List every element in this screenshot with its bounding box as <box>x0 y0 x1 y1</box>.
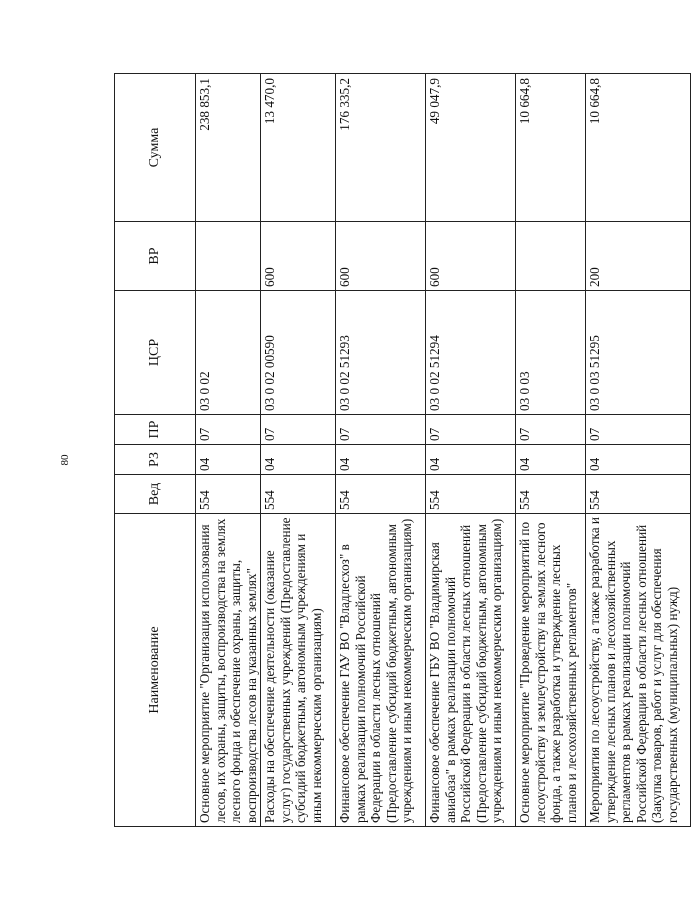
row-ved: 554 <box>516 475 586 514</box>
row-pr: 07 <box>261 415 336 445</box>
row-vr: 600 <box>426 222 516 291</box>
table-row <box>516 74 586 827</box>
row-pr: 07 <box>586 415 691 445</box>
row-sum: 238 853,1 <box>196 74 261 222</box>
row-sum: 10 664,8 <box>516 74 586 222</box>
table-row <box>336 74 426 827</box>
row-vr: 600 <box>336 222 426 291</box>
row-pr: 07 <box>196 415 261 445</box>
row-csr: 03 0 02 00590 <box>261 291 336 415</box>
table-row <box>586 74 691 827</box>
row-ved: 554 <box>426 475 516 514</box>
row-name: Основное мероприятие "Организация использования лесов, их охраны, защиты, воспроизводства на землях лесного фонда и обеспечение охраны, защиты, воспроизводства лесов на указанных землях" <box>196 514 261 827</box>
row-rz: 04 <box>426 445 516 475</box>
row-rz: 04 <box>196 445 261 475</box>
row-sum: 13 470,0 <box>261 74 336 222</box>
row-name: Основное мероприятие "Проведение мероприятий по лесоустройству и землеустройству на землях лесного фонда, а также разработка и утверждение лесных планов и лесохозяйственных регламентов" <box>516 514 586 827</box>
table-row <box>426 74 516 827</box>
row-vr <box>196 222 261 291</box>
table-header-row <box>115 74 196 827</box>
row-sum: 49 047,9 <box>426 74 516 222</box>
header-csr: ЦСР <box>115 291 196 415</box>
row-pr: 07 <box>516 415 586 445</box>
row-csr: 03 0 02 51294 <box>426 291 516 415</box>
header-vr: ВР <box>115 222 196 291</box>
row-csr: 03 0 03 51295 <box>586 291 691 415</box>
row-rz: 04 <box>336 445 426 475</box>
row-ved: 554 <box>261 475 336 514</box>
row-sum: 10 664,8 <box>586 74 691 222</box>
row-sum: 176 335,2 <box>336 74 426 222</box>
row-ved: 554 <box>196 475 261 514</box>
header-name: Наименование <box>115 514 196 827</box>
budget-table-container <box>114 74 680 827</box>
row-rz: 04 <box>516 445 586 475</box>
row-ved: 554 <box>586 475 691 514</box>
header-rz: РЗ <box>115 445 196 475</box>
header-sum: Сумма <box>115 74 196 222</box>
row-rz: 04 <box>586 445 691 475</box>
header-pr: ПР <box>115 415 196 445</box>
row-vr: 600 <box>261 222 336 291</box>
row-name: Мероприятия по лесоустройству, а также разработка и утверждение лесных планов и лесохозяйственных регламентов в рамках реализации полномочий Российской Федерации в области лесных отношений (Закупка товаров, работ и услуг для обеспечения государственных (муниципальных) нужд) <box>586 514 691 827</box>
row-ved: 554 <box>336 475 426 514</box>
row-csr: 03 0 02 51293 <box>336 291 426 415</box>
table-row <box>196 74 261 827</box>
page-number: 80 <box>59 454 71 466</box>
row-name: Финансовое обеспечение ГАУ ВО "Владлесхоз" в рамках реализации полномочий Российской Федерации в области лесных отношений (Предоставление субсидий бюджетным, автономным учреждениям и иным некоммерческим организациям) <box>336 514 426 827</box>
row-name: Финансовое обеспечение ГБУ ВО "Владимирская авиабаза" в рамках реализации полномочий Российской Федерации в области лесных отношений (Предоставление субсидий бюджетным, автономным учреждениям и иным некоммерческим организациям) <box>426 514 516 827</box>
row-vr: 200 <box>586 222 691 291</box>
row-csr: 03 0 02 <box>196 291 261 415</box>
row-pr: 07 <box>426 415 516 445</box>
row-pr: 07 <box>336 415 426 445</box>
table-row <box>261 74 336 827</box>
row-csr: 03 0 03 <box>516 291 586 415</box>
row-name: Расходы на обеспечение деятельности (оказание услуг) государственных учреждений (Предоставление субсидий бюджетным, автономным учреждениям и иным некоммерческим организациям) <box>261 514 336 827</box>
row-vr <box>516 222 586 291</box>
row-rz: 04 <box>261 445 336 475</box>
header-ved: Вед <box>115 475 196 514</box>
budget-table <box>114 73 691 827</box>
